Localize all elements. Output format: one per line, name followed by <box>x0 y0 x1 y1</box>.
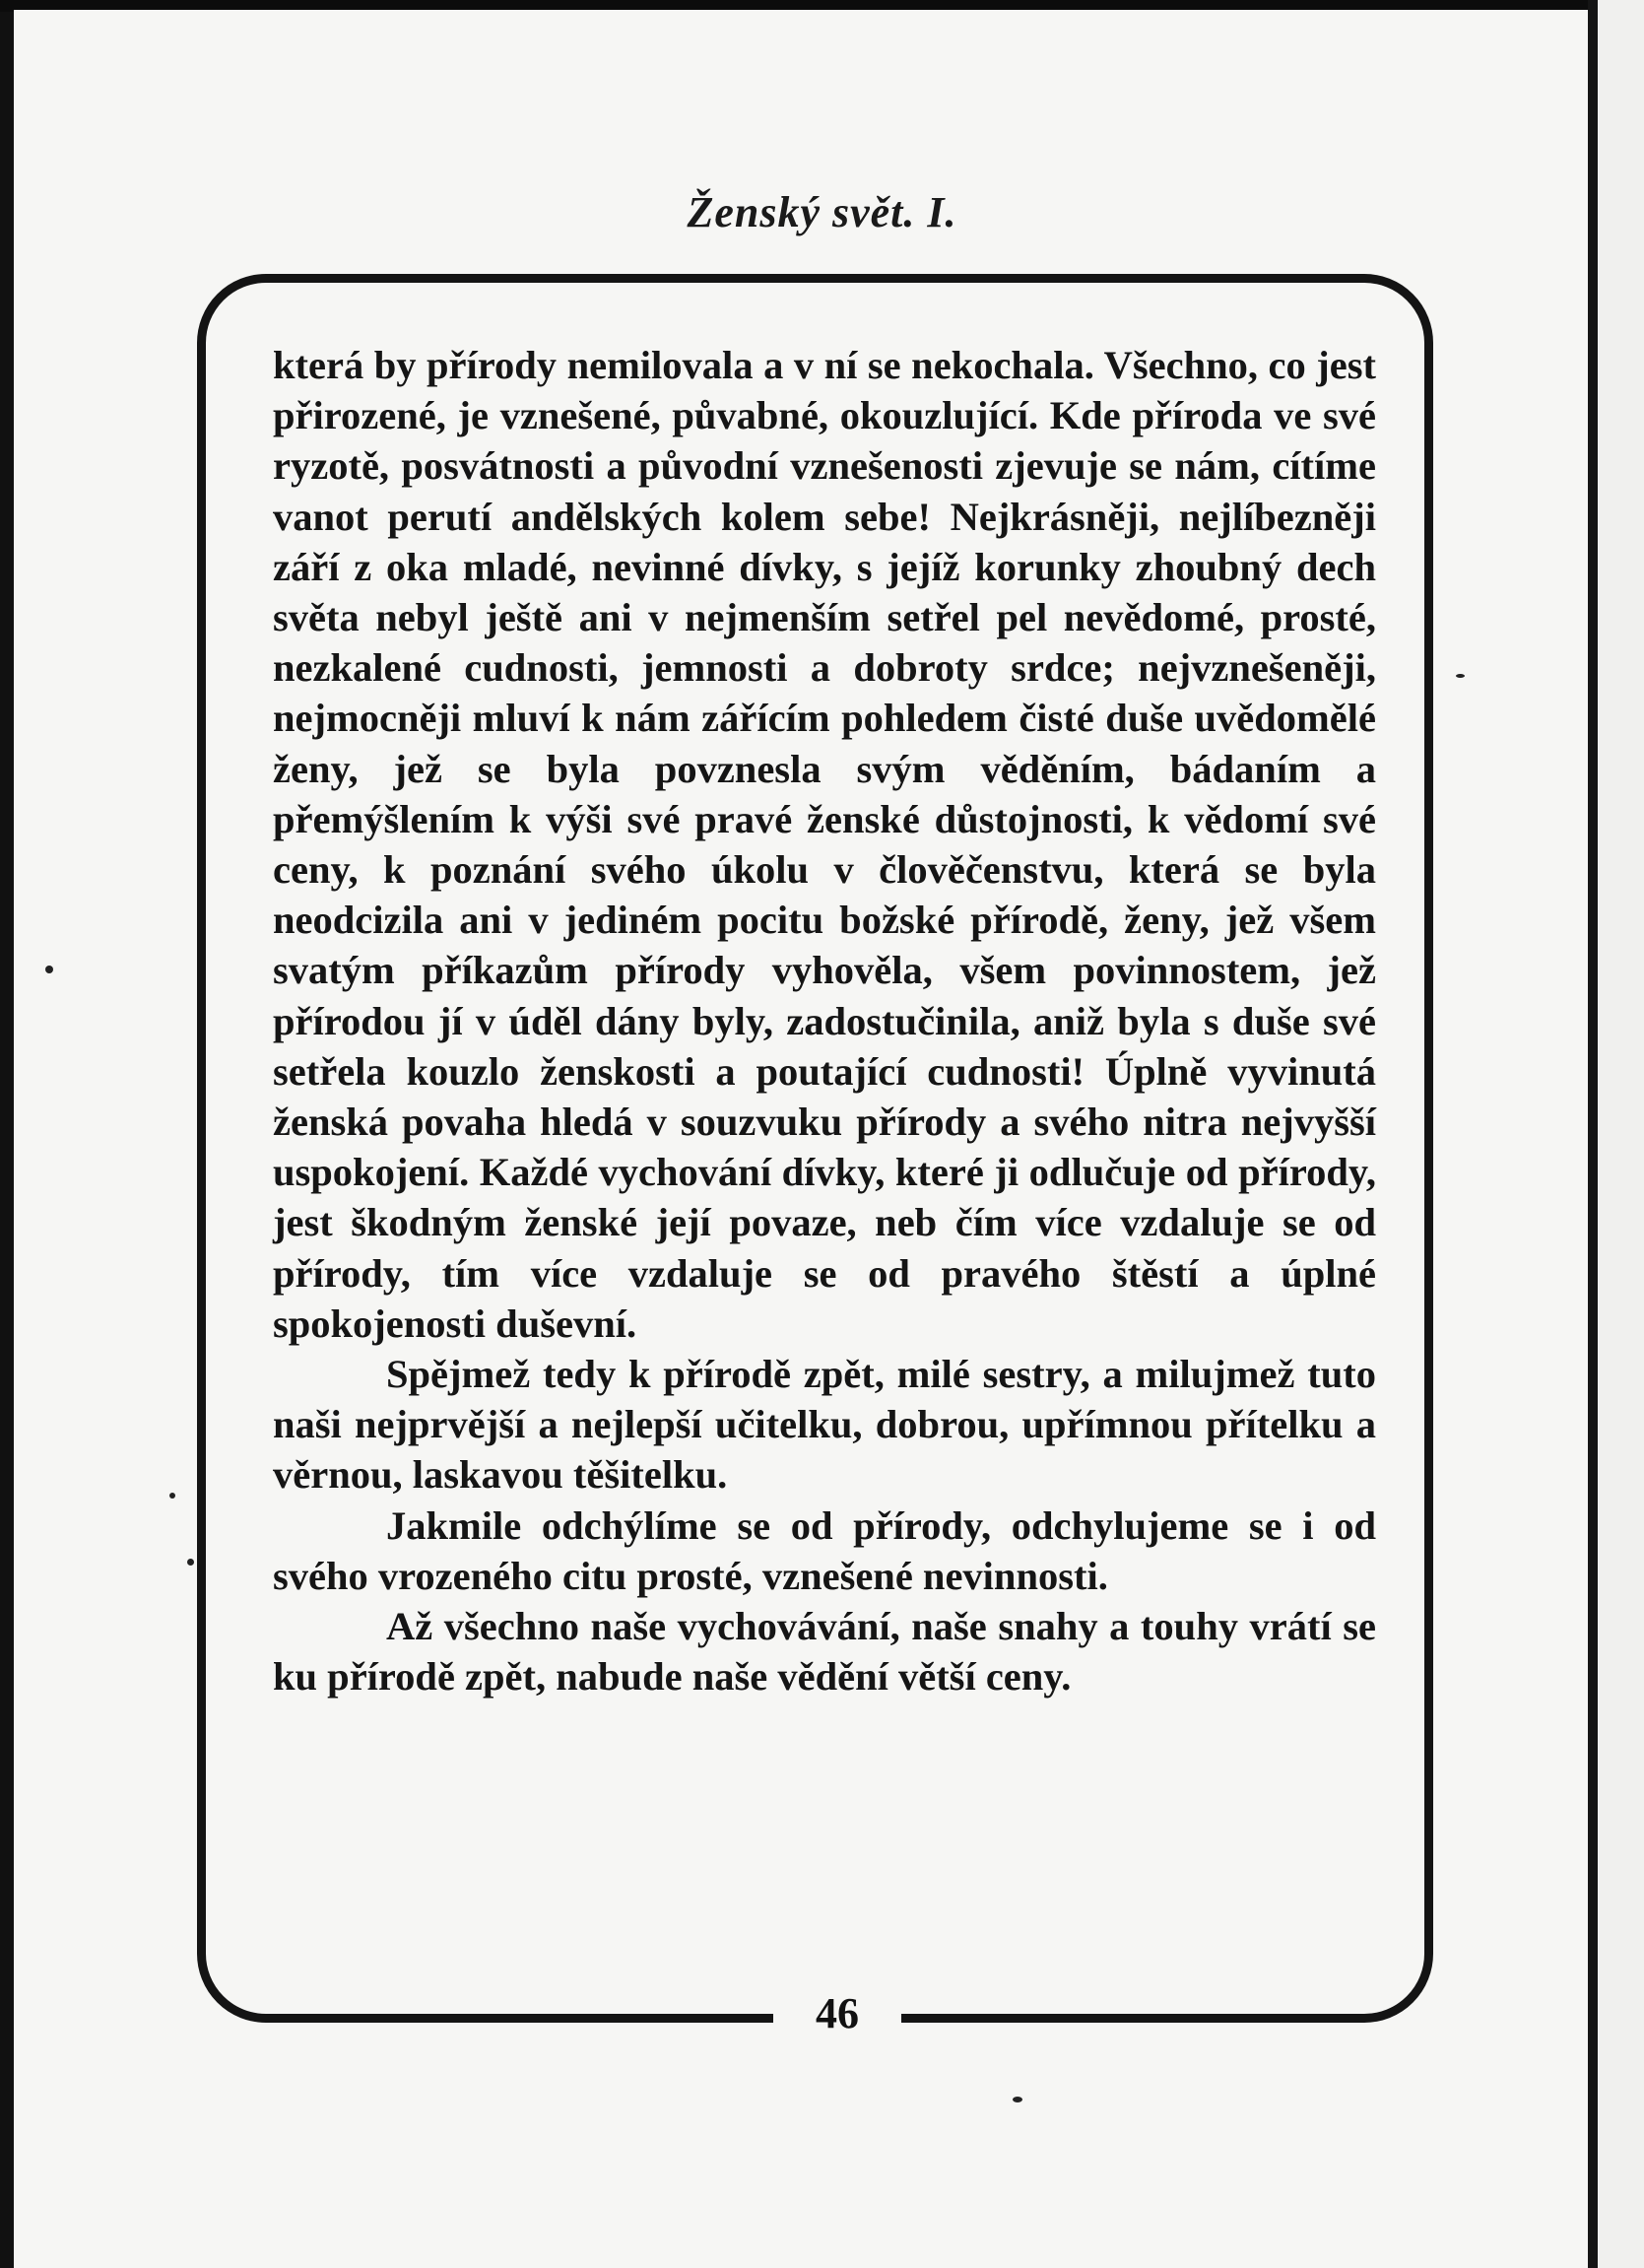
scan-speck <box>1013 2097 1022 2102</box>
page-number: 46 <box>816 1989 859 2037</box>
paragraph-1: která by přírody nemilovala a v ní se nekochala. Všechno, co jest přirozené, je vznešené, půvabné, okouzlující. Kde příroda ve své ryzotě, posvátnosti a původní vznešenosti zjevuje se nám, cítíme vanot perutí andělských kolem sebe! Nejkrásněji, nejlíbezněji září z oka mladé, nevinné dívky, s jejíž korunky zhoubný dech světa nebyl ještě ani v nejmenším setřel pel nevědomé, prosté, nezkalené cudnosti, jemnosti a dobroty srdce; nejvznešeněji, nejmocněji mluví k nám zářícím pohledem čisté duše uvědomělé ženy, jež se byla povznesla svým věděním, bádaním a přemýšlením k výši své pravé ženské důstojnosti, k vědomí své ceny, k poznání svého úkolu v člověčenstvu, která se byla neodcizila ani v jediném pocitu božské přírodě, ženy, jež všem svatým příkazům přírody vyhověla, všem povinnostem, jež přírodou jí v úděl dány byly, zadostučinila, aniž byla s duše své setřela kouzlo ženskosti a poutající cudnosti! Úplně vyvinutá ženská povaha hledá v souzvuku přírody a svého nitra nejvyšší uspokojení. Každé vychování dívky, které ji odlučuje od přírody, jest škodným ženské její povaze, neb čím více vzdaluje se od přírody, tím více vzdaluje se od pravého štěstí a úplné spokojenosti duševní. <box>273 343 1376 1346</box>
scan-speck <box>187 1559 194 1566</box>
scan-speck <box>1456 674 1465 678</box>
scan-speck <box>45 966 53 973</box>
scan-right-edge <box>1588 0 1644 2268</box>
scan-speck <box>169 1493 175 1499</box>
paragraph-2: Spějmež tedy k přírodě zpět, milé sestry, a milujmež tuto naši nejprvější a nejlepší učitelku, dobrou, upřímnou přítelku a věrnou, laskavou těšitelku. <box>273 1352 1376 1498</box>
paragraph-3: Jakmile odchýlíme se od přírody, odchylujeme se i od svého vrozeného citu prosté, vznešené nevinnosti. <box>273 1502 1376 1598</box>
body-text <box>273 340 1376 1701</box>
running-title: Ženský svět. I. <box>687 188 957 236</box>
paragraph-4: Až všechno naše vychovávání, naše snahy a touhy vrátí se ku přírodě zpět, nabude naše vědění větší ceny. <box>273 1604 1376 1700</box>
